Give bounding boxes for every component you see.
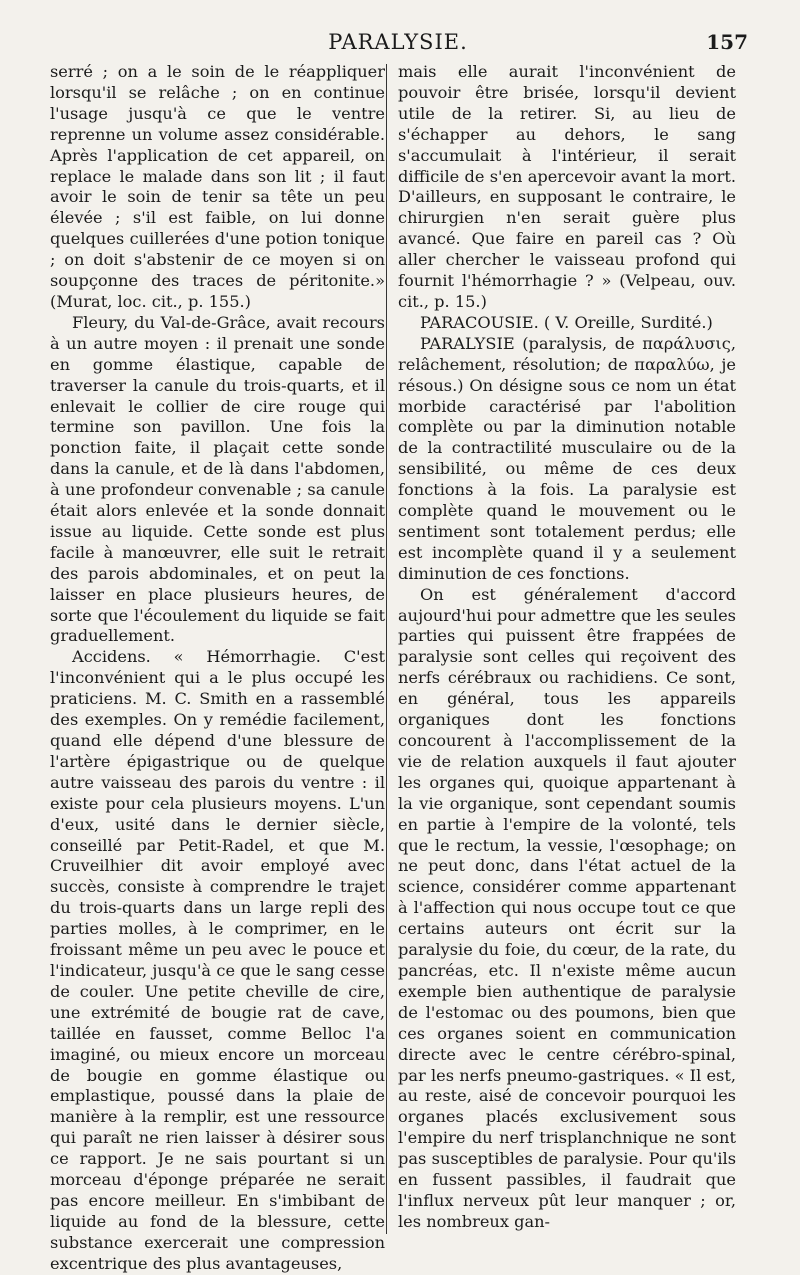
- column-divider: [386, 64, 387, 1234]
- page-number: 157: [706, 30, 748, 54]
- paragraph: On est généralement d'accord aujourd'hui pour admettre que les seules parties qui puissent être frappées de paralysie sont celles qui reçoivent des nerfs cérébraux ou rachidiens. Ce sont, en général, tous les appareils organiques dont les fonctions concourent à l'accomplissement de la vie de relation auxquels il faut ajouter les organes qui, quoique appartenant à la vie organique, sont cependant soumis en partie à l'empire de la volonté, tels que le rectum, la vessie, l'œsophage; on ne peut donc, dans l'état actuel de la science, considérer comme appartenant à l'affection qui nous occupe tout ce que certains auteurs ont écrit sur la paralysie du foie, du cœur, de la rate, du pancréas, etc. Il n'existe même aucun exemple bien authentique de paralysie de l'estomac ou des poumons, bien que ces organes soient en communication directe avec le centre cérébro-spinal, par les nerfs pneumo-gastriques. « Il est, au reste, aisé de concevoir pourquoi les organes placés exclusivement sous l'empire du nerf trisplanchnique ne sont pas susceptibles de paralysie. Pour qu'ils en fussent passibles, il faudrait que l'influx nerveux pût leur manquer ; or, les nombreux gan-: [398, 584, 736, 1231]
- page-header: [48, 30, 748, 58]
- right-column: [398, 62, 736, 1233]
- paragraph: mais elle aurait l'inconvénient de pouvoir être brisée, lorsqu'il devient utile de la retirer. Si, au lieu de s'échapper au dehors, le sang s'accumulait à l'intérieur, il serait difficile de s'en apercevoir avant la mort. D'ailleurs, en supposant le contraire, le chirurgien n'en serait guère plus avancé. Que faire en pareil cas ? Où aller chercher le vaisseau profond qui fournit l'hémorrhagie ? » (Velpeau, ouv. cit., p. 15.): [398, 62, 736, 311]
- running-title: PARALYSIE.: [328, 30, 468, 54]
- entry-cross-reference: PARACOUSIE. ( V. Oreille, Surdité.): [420, 312, 713, 332]
- paragraph: serré ; on a le soin de le réappliquer lorsqu'il se relâche ; on en continue l'usage jusqu'à ce que le ventre reprenne un volume assez considérable. Après l'application de cet appareil, on replace le malade dans son lit ; il faut avoir le soin de tenir sa tête un peu élevée ; s'il est faible, on lui donne quelques cuillerées d'une potion tonique ; on doit s'abstenir de ce moyen si on soupçonne des traces de péritonite.» (Murat, loc. cit., p. 155.): [50, 62, 385, 311]
- entry-paralysie: PARALYSIE (paralysis, de παράλυσις, relâchement, résolution; de παραλύω, je résous.) On désigne sous ce nom un état morbide caractérisé par l'abolition complète ou par la diminution notable de la contractilité musculaire ou de la sensibilité, ou même de ces deux fonctions à la fois. La paralysie est complète quand le mouvement ou le sentiment sont totalement perdus; elle est incomplète quand il y a seulement diminution de ces fonctions.: [398, 333, 736, 583]
- paragraph: Accidens. « Hémorrhagie. C'est l'inconvénient qui a le plus occupé les praticiens. M. C. Smith en a rassemblé des exemples. On y remédie facilement, quand elle dépend d'une blessure de l'artère épigastrique ou de quelque autre vaisseau des parois du ventre : il existe pour cela plusieurs moyens. L'un d'eux, usité dans le dernier siècle, conseillé par Petit-Radel, et que M. Cruveilhier dit avoir employé avec succès, consiste à comprendre le trajet du trois-quarts dans un large repli des parties molles, à le comprimer, en le froissant même un peu avec le pouce et l'indicateur, jusqu'à ce que le sang cesse de couler. Une petite cheville de cire, une extrémité de bougie rat de cave, taillée en fausset, comme Belloc l'a imaginé, ou mieux encore un morceau de bougie en gomme élastique ou emplastique, poussé dans la plaie de manière à la remplir, est une ressource qui paraît ne rien laisser à désirer sous ce rapport. Je ne sais pourtant si un morceau d'éponge préparée ne serait pas encore meilleur. En s'imbibant de liquide au fond de la blessure, cette substance exercerait une compression excentrique des plus avantageuses,: [50, 647, 385, 1273]
- left-column: [50, 62, 385, 1275]
- paragraph: Fleury, du Val-de-Grâce, avait recours à un autre moyen : il prenait une sonde en gomme élastique, capable de traverser la canule du trois-quarts, et il enlevait le collier de cire rouge qui termine son pavillon. Une fois la ponction faite, il plaçait cette sonde dans la canule, et de là dans l'abdomen, à une profondeur convenable ; sa canule était alors enlevée et la sonde donnait issue au liquide. Cette sonde est plus facile à manœuvrer, elle suit le retrait des parois abdominales, et on peut la laisser en place plusieurs heures, de sorte que l'écoulement du liquide se fait graduellement.: [50, 312, 385, 646]
